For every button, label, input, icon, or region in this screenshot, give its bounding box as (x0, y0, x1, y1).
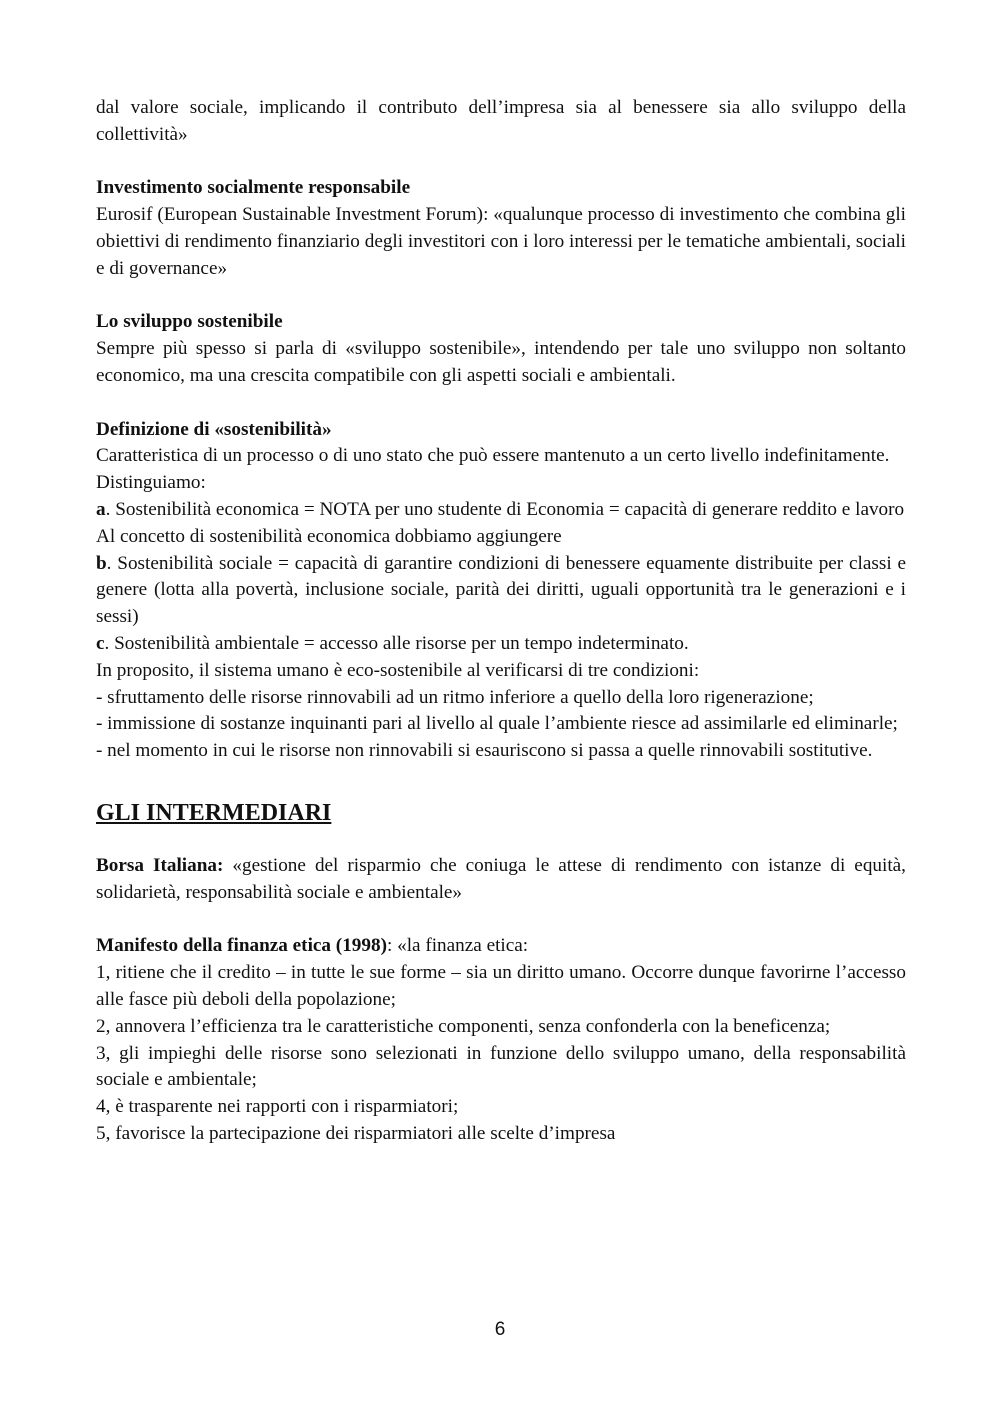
proposito-line: In proposito, il sistema umano è eco-sostenibile al verificarsi di tre condizioni: (96, 659, 700, 681)
spacer (96, 765, 906, 798)
aggiungere-line: Al concetto di sostenibilità economica dobbiamo aggiungere (96, 525, 562, 547)
item-c-letter: c (96, 632, 105, 654)
spacer (96, 149, 906, 176)
borsa-label: Borsa Italiana: (96, 854, 224, 876)
distinguiamo-line: Distinguiamo: (96, 472, 206, 494)
item-b-text: . Sostenibilità sociale = capacità di garantire condizioni di benessere equamente distribuite per classi e genere (lotta alla povertà, inclusione sociale, parità dei diritti, uguali opportunità tra le generazioni e i sessi) (96, 552, 906, 628)
borsa-text: «gestione del risparmio che coniuga le attese di rendimento con istanze di equità, solidarietà, responsabilità sociale e ambientale» (96, 854, 906, 903)
item-c (96, 631, 906, 658)
manifesto-text: : «la finanza etica: (386, 935, 529, 957)
item-b (96, 551, 906, 631)
manifesto-line (96, 933, 906, 960)
manifesto-item-4: 4, è trasparente nei rapporti con i risparmiatori; (96, 1096, 459, 1118)
condition-2: - immissione di sostanze inquinanti pari al livello al quale l’ambiente riesce ad assimilarle ed eliminarle; (96, 713, 898, 735)
spacer (96, 283, 906, 310)
intro-paragraph: dal valore sociale, implicando il contributo dell’impresa sia al benessere sia allo sviluppo della collettività» (96, 97, 906, 145)
borsa-paragraph (96, 853, 906, 907)
item-a-letter: a (96, 498, 106, 520)
manifesto-item-1: 1, ritiene che il credito – in tutte le sue forme – sia un diritto umano. Occorre dunque favorirne l’accesso alle fasce più deboli della popolazione; (96, 962, 906, 1010)
definizione-heading: Definizione di «sostenibilità» (96, 418, 332, 440)
item-a (96, 497, 906, 524)
condition-1: - sfruttamento delle risorse rinnovabili ad un ritmo inferiore a quello della loro rigenerazione; (96, 686, 814, 708)
spacer (96, 390, 906, 417)
document-page (96, 95, 906, 1148)
sviluppo-paragraph: Sempre più spesso si parla di «sviluppo sostenibile», intendendo per tale uno sviluppo non soltanto economico, ma una crescita compatibile con gli aspetti sociali e ambientali. (96, 338, 906, 386)
section-title-intermediari: GLI INTERMEDIARI (96, 799, 332, 826)
manifesto-item-2: 2, annovera l’efficienza tra le caratteristiche componenti, senza confonderla con la beneficenza; (96, 1015, 831, 1037)
condition-3: - nel momento in cui le risorse non rinnovabili si esauriscono si passa a quelle rinnovabili sostitutive. (96, 740, 873, 762)
spacer (96, 907, 906, 934)
manifesto-label: Manifesto della finanza etica (1998) (96, 935, 387, 957)
sviluppo-heading: Lo sviluppo sostenibile (96, 311, 283, 333)
item-c-text: . Sostenibilità ambientale = accesso alle risorse per un tempo indeterminato. (104, 632, 689, 654)
definizione-paragraph: Caratteristica di un processo o di uno stato che può essere mantenuto a un certo livello indefinitamente. (96, 445, 890, 467)
isr-heading: Investimento socialmente responsabile (96, 177, 411, 199)
item-a-text: . Sostenibilità economica = NOTA per uno studente di Economia = capacità di generare reddito e lavoro (105, 498, 905, 520)
manifesto-item-5: 5, favorisce la partecipazione dei risparmiatori alle scelte d’impresa (96, 1122, 616, 1144)
item-b-letter: b (96, 552, 107, 574)
manifesto-item-3: 3, gli impieghi delle risorse sono selezionati in funzione dello sviluppo umano, della responsabilità sociale e ambientale; (96, 1042, 906, 1091)
page-number: 6 (494, 1319, 506, 1340)
isr-paragraph: Eurosif (European Sustainable Investment Forum): «qualunque processo di investimento che combina gli obiettivi di rendimento finanziario degli investitori con i loro interessi per le tematiche ambientali, sociali e di governance» (96, 204, 906, 279)
spacer (96, 828, 906, 853)
